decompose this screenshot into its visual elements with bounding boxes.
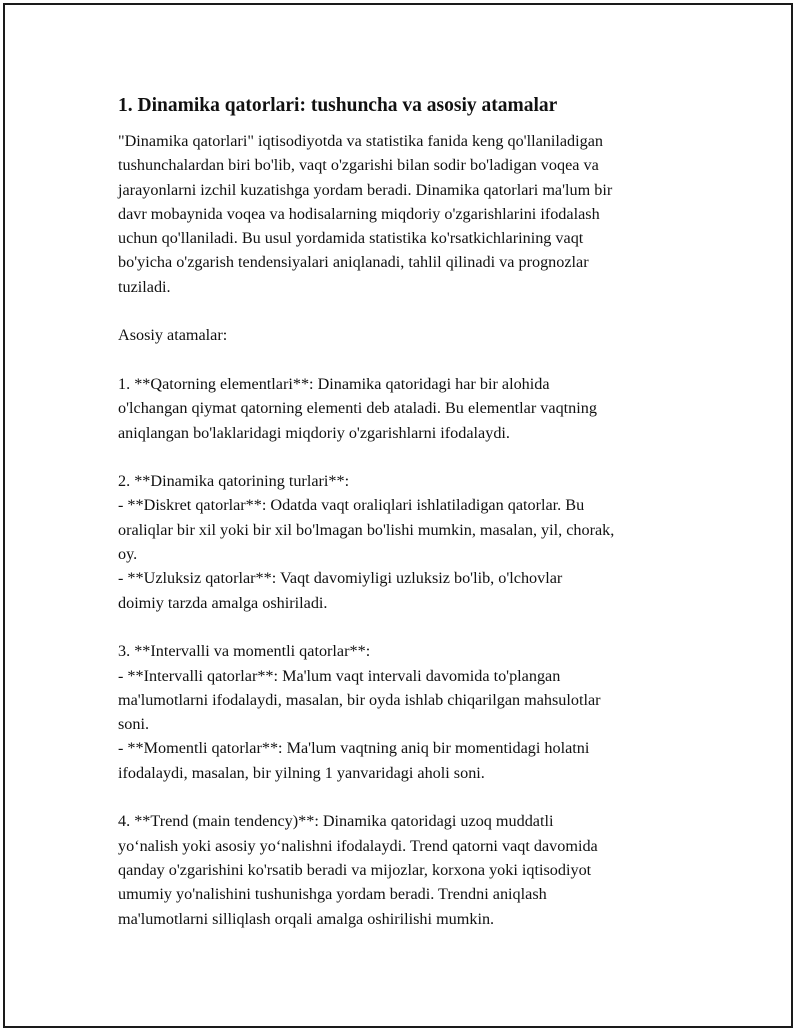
paragraph-spacer [118, 445, 688, 469]
paragraph-spacer [118, 348, 688, 372]
document-body [118, 93, 688, 931]
term-item-interval-moment: 3. **Intervalli va momentli qatorlar**: - **Intervalli qatorlar**: Ma'lum vaqt intervali davomida to'plangan ma'lumotlarni ifodalaydi, masalan, bir oyda ishlab chiqarilgan mahsulotlar soni. - **Momentli qatorlar**: Ma'lum vaqtning aniq bir momentidagi holatni ifodalaydi, masalan, bir yilning 1 yanvaridagi aholi soni. [118, 642, 601, 782]
section-heading: 1. Dinamika qatorlari: tushuncha va asosiy atamalar [118, 95, 558, 116]
paragraph-spacer [118, 615, 688, 639]
intro-paragraph: "Dinamika qatorlari" iqtisodiyotda va statistika fanida keng qo'llaniladigan tushunchalardan biri bo'lib, vaqt o'zgarishi bilan sodir bo'ladigan voqea va jarayonlarni izchil kuzatishga yordam beradi. Dinamika qatorlari ma'lum bir davr mobaynida voqea va hodisalarning miqdoriy o'zgarishlarini ifodalash uchun qo'llaniladi. Bu usul yordamida statistika ko'rsatkichlarining vaqt bo'yicha o'zgarish tendensiyalari aniqlanadi, tahlil qilinadi va prognozlar tuziladi. [118, 132, 613, 296]
term-item-elements: 1. **Qatorning elementlari**: Dinamika qatoridagi har bir alohida o'lchangan qiymat qatorning elementi deb ataladi. Bu elementlar vaqtning aniqlangan bo'laklaridagi miqdoriy o'zgarishlarni ifodalaydi. [118, 374, 597, 442]
paragraph-spacer [118, 299, 688, 323]
term-item-trend: 4. **Trend (main tendency)**: Dinamika qatoridagi uzoq muddatli yo‘nalish yoki asosiy yo‘nalishni ifodalaydi. Trend qatorni vaqt davomida qanday o'zgarishini ko'rsatib beradi va mijozlar, korxona yoki iqtisodiyot umumiy yo'nalishini tushunishga yordam beradi. Trendni aniqlash ma'lumotlarni silliqlash orqali amalga oshirilishi mumkin. [118, 812, 598, 928]
term-item-types: 2. **Dinamika qatorining turlari**: - **Diskret qatorlar**: Odatda vaqt oraliqlari ishlatiladigan qatorlar. Bu oraliqlar bir xil yoki bir xil bo'lmagan bo'lishi mumkin, masalan, yil, chorak, oy. - **Uzluksiz qatorlar**: Vaqt davomiyligi uzluksiz bo'lib, o'lchovlar doimiy tarzda amalga oshiriladi. [118, 472, 615, 612]
terms-intro: Asosiy atamalar: [118, 326, 228, 345]
paragraph-spacer [118, 785, 688, 809]
